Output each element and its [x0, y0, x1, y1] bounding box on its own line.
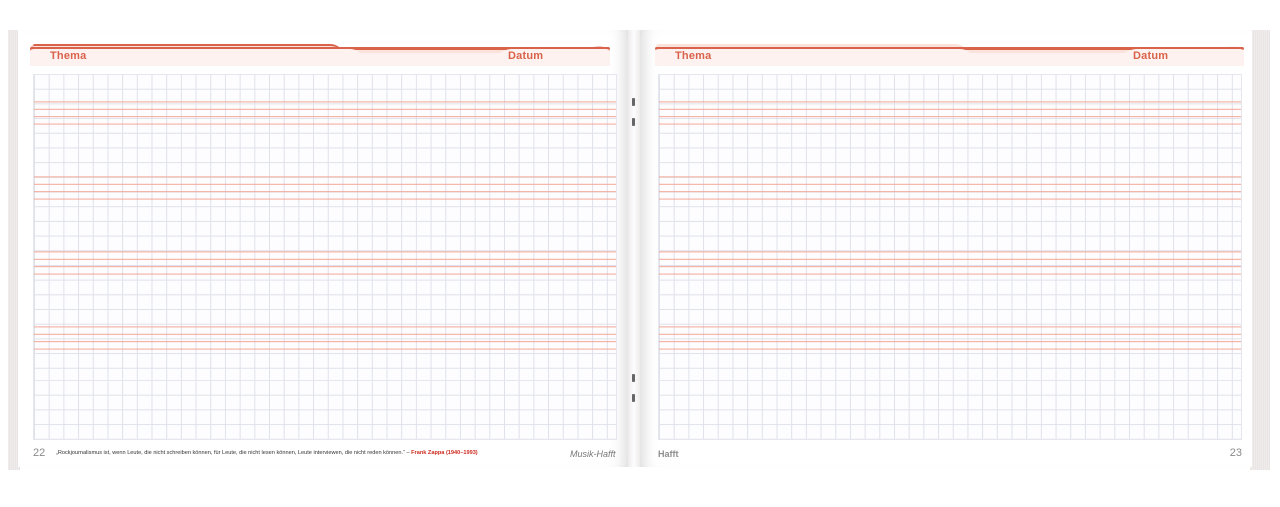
notes-grid-area[interactable]	[658, 380, 1242, 440]
right-page-edges	[1250, 30, 1270, 470]
binding-ring	[632, 118, 635, 126]
music-staff	[659, 245, 1241, 275]
date-label: Datum	[1133, 50, 1169, 62]
binding-ring	[632, 98, 635, 106]
music-staff	[34, 245, 616, 275]
binding-ring	[632, 374, 635, 382]
notes-grid-area[interactable]	[33, 380, 617, 440]
music-grid-area[interactable]	[658, 74, 1242, 400]
left-page	[18, 30, 628, 467]
quote	[56, 450, 478, 456]
music-staff	[34, 170, 616, 200]
quote-text: „Rockjournalismus ist, wenn Leute, die nicht schreiben können, für Leute, die nicht lesen können, Leute interviewen, die nicht reden können.“ –	[56, 450, 410, 456]
brand-logo: Musik-Hafft	[570, 449, 616, 459]
page-number: 22	[33, 447, 46, 459]
date-label: Datum	[508, 50, 544, 62]
book-spine	[628, 30, 640, 467]
page-number: 23	[1229, 447, 1242, 459]
brand-logo: Hafft	[658, 449, 679, 459]
music-staff	[34, 320, 616, 350]
topic-label: Thema	[50, 50, 87, 62]
left-page-header	[30, 44, 610, 66]
quote-author: Frank Zappa (1940–1993)	[411, 450, 478, 456]
music-staff	[659, 170, 1241, 200]
right-page	[640, 30, 1252, 467]
music-staff	[659, 320, 1241, 350]
right-page-header	[655, 44, 1244, 66]
binding-ring	[632, 394, 635, 402]
music-staff	[659, 95, 1241, 125]
topic-label: Thema	[675, 50, 712, 62]
music-grid-area[interactable]	[33, 74, 617, 400]
music-staff	[34, 95, 616, 125]
